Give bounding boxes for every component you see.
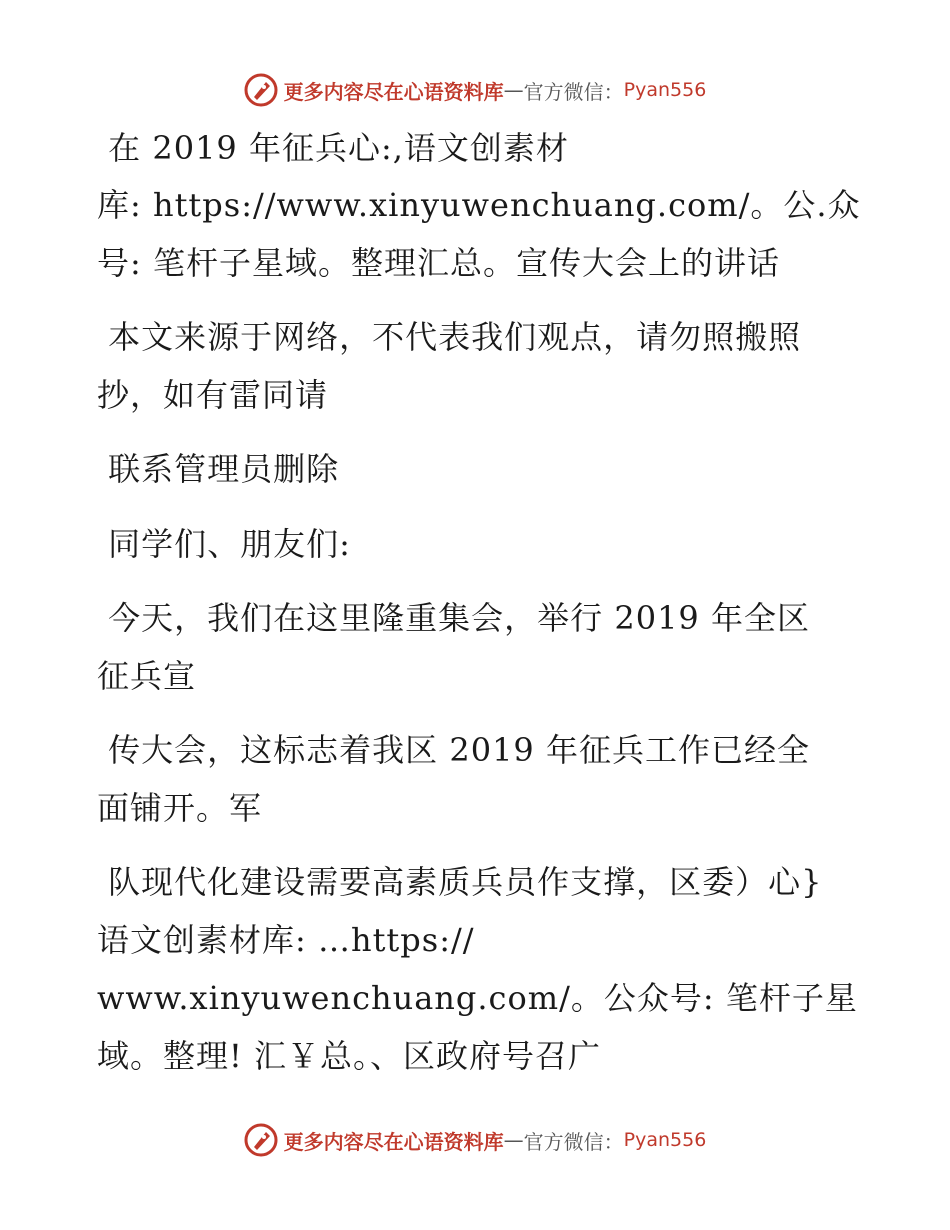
document-line: 库: https://www.xinyuwenchuang.com/。公.众 [97,186,861,224]
document-line: 征兵宣 [97,657,197,695]
pen-nib-logo-icon [244,1123,278,1157]
document-line: 语文创素材库: …https:// [97,921,475,959]
document-line: 传大会，这标志着我区 2019 年征兵工作已经全 [97,731,810,769]
watermark-wechat-id: Pyan556 [623,79,707,101]
document-line: 在 2019 年征兵心:,语文创素材 [97,129,569,167]
watermark-main-text: 更多内容尽在心语资料库 [283,1129,504,1154]
watermark-dash: — [503,1128,524,1152]
document-line: 同学们、朋友们: [97,525,351,563]
watermark-sub-text: 官方微信： [523,1129,624,1154]
watermark-main-text: 更多内容尽在心语资料库 [283,79,504,104]
footer-watermark-banner [0,1120,950,1160]
watermark-dash: — [503,78,524,102]
document-line: 今天，我们在这里隆重集会，举行 2019 年全区 [97,599,810,637]
document-line: 本文来源于网络，不代表我们观点，请勿照搬照 [97,318,802,356]
document-line: 队现代化建设需要高素质兵员作支撑，区委）心} [97,863,823,901]
document-line: 号: 笔杆子星域。整理汇总。宣传大会上的讲话 [97,244,780,282]
document-line: 抄，如有雷同请 [97,376,329,414]
watermark-sub-text: 官方微信： [523,79,624,104]
header-watermark-banner [0,70,950,110]
document-line: 面铺开。军 [97,789,263,827]
document-line: www.xinyuwenchuang.com/。公众号: 笔杆子星 [97,979,858,1017]
pen-nib-logo-icon [244,73,278,107]
document-line: 联系管理员删除 [97,450,340,488]
watermark-wechat-id: Pyan556 [623,1129,707,1151]
document-line: 域。整理! 汇￥总。、区政府号召广 [97,1037,602,1075]
